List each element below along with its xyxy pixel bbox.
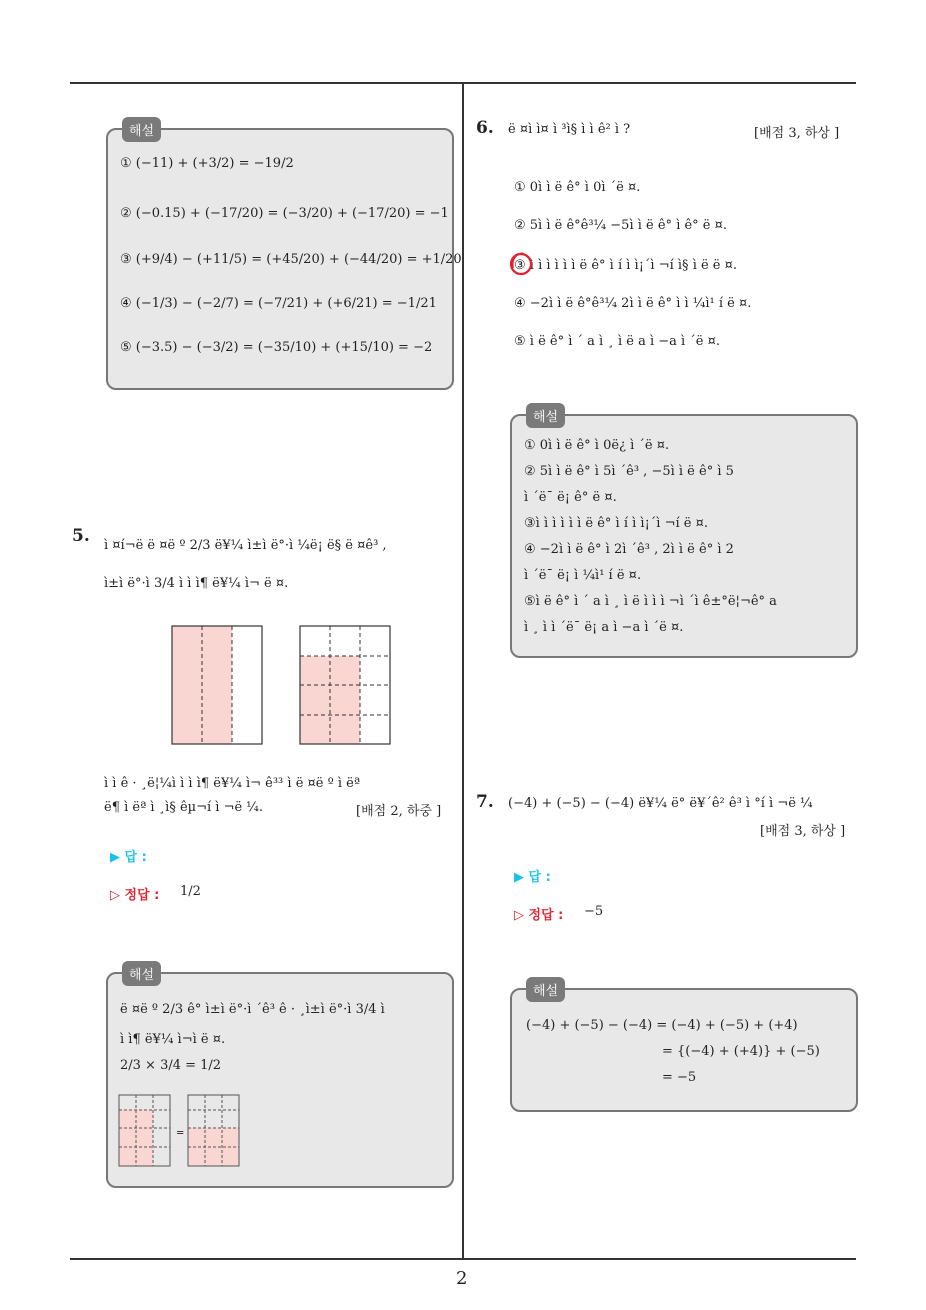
solution-line: = {(−4) + (+4)} + (−5) xyxy=(662,1044,820,1059)
solution-line: ì ´ë¯ ë¡ ì ¼ì¹ í ë ¤. xyxy=(524,568,642,583)
solution-line: ⑤ì ë ê° ì ´ a ì ¸ ì ë ì ì ì ¬ì ´ì ê±°ë¦¬ê° a xyxy=(524,594,777,609)
solution-box-6 xyxy=(510,410,858,658)
column-divider xyxy=(462,82,464,1260)
answer-input-label: ▶ 답 : xyxy=(514,870,551,885)
solution-line: (−4) + (−5) − (−4) = (−4) + (−5) + (+4) xyxy=(526,1018,798,1033)
correct-answer-label: ▷ 정답 : xyxy=(514,908,564,923)
question-7-text: (−4) + (−5) − (−4) ë¥¼ ë° ë¥´ê² ê³ ì °í ì ¬ë ¼ xyxy=(508,796,813,811)
solution-line: ì ¸ ì ì ´ë¯ ë¡ a ì −a ì ´ë ¤. xyxy=(524,620,684,635)
solution-line: ① (−11) + (+3/2) = −19/2 xyxy=(120,156,294,171)
option-4: ④ −2ì ì ë ê°ê³¼ 2ì ì ë ê° ì ì ¼ì¹ í ë ¤. xyxy=(514,296,752,311)
solution-line: ④ −2ì ì ë ê° ì 2ì ´ê³ , 2ì ì ë ê° ì 2 xyxy=(524,542,734,557)
question-5-number: 5. xyxy=(72,526,90,546)
solution-tag: 해설 xyxy=(526,977,565,1002)
bottom-rule xyxy=(70,1258,856,1260)
question-5-text: ë¶ ì ëª ì ¸ì§ êµ¬í ì ¬ë ¼. xyxy=(104,800,264,815)
solution-line: ⑤ (−3.5) − (−3/2) = (−35/10) + (+15/10) = −2 xyxy=(120,340,433,355)
question-5-text: ì±ì ë°·ì 3/4 ì ì ì¶ ë¥¼ ì¬ ë ¤. xyxy=(104,576,289,591)
solution-tag: 해설 xyxy=(122,961,161,986)
question-5-text: ì ¤í¬ë ë ¤ë º 2/3 ë¥¼ ì±ì ë°·ì ¼ë¡ ë§ ë ¤ê³ , xyxy=(104,538,387,553)
solution-line: ① 0ì ì ë ê° ì 0ë¿ ì ´ë ¤. xyxy=(524,438,670,453)
solution-line: ③ (+9/4) − (+11/5) = (+45/20) + (−44/20) = +1/20 xyxy=(120,252,462,267)
question-6-score: [배점 3, 하상 ] xyxy=(754,126,840,141)
answer-circle-mark xyxy=(508,250,536,278)
solution-line: ② (−0.15) + (−17/20) = (−3/20) + (−17/20) = −1 xyxy=(120,206,449,221)
solution-line: ② 5ì ì ë ê° ì 5ì ´ê³ , −5ì ì ë ê° ì 5 xyxy=(524,464,734,479)
solution-line: 2/3 × 3/4 = 1/2 xyxy=(120,1058,222,1073)
equals-sign: = xyxy=(176,1128,185,1139)
correct-answer-label: ▷ 정답 : xyxy=(110,888,160,903)
solution-line: ì ì¶ ë¥¼ ì¬ì ë ¤. xyxy=(120,1032,226,1047)
solution-line: = −5 xyxy=(662,1070,697,1085)
question-6-text: ë ¤ì ì¤ ì ³ì§ ì ì ê² ì ? xyxy=(508,122,631,137)
option-2: ② 5ì ì ë ê°ê³¼ −5ì ì ë ê° ì ê° ë ¤. xyxy=(514,218,728,233)
solution-box-5 xyxy=(106,968,454,1188)
solution-5-figure xyxy=(118,1094,248,1168)
solution-line: ì ´ë¯ ë¡ ê° ë ¤. xyxy=(524,490,617,505)
option-5: ⑤ ì ë ê° ì ´ a ì ¸ ì ë a ì −a ì ´ë ¤. xyxy=(514,334,721,349)
page-number: 2 xyxy=(456,1268,468,1289)
correct-answer-value: −5 xyxy=(584,904,604,919)
question-7-score: [배점 3, 하상 ] xyxy=(760,824,846,839)
question-5-figure xyxy=(170,624,410,754)
solution-tag: 해설 xyxy=(526,403,565,428)
solution-box-4 xyxy=(106,124,462,390)
option-1: ① 0ì ì ë ê° ì 0ì ´ë ¤. xyxy=(514,180,641,195)
solution-line: ③ì ì ì ì ì ì ë ê° ì í ì ì¡´ì ¬í ë ¤. xyxy=(524,516,708,531)
answer-input-label: ▶ 답 : xyxy=(110,850,147,865)
option-3: ③ ì ì ì ì ì ì ë ê° ì í ì ì¡´ì ¬í ì§ ì ë ë ¤. xyxy=(514,258,738,273)
question-6-number: 6. xyxy=(476,118,494,138)
solution-line: ④ (−1/3) − (−2/7) = (−7/21) + (+6/21) = −1/21 xyxy=(120,296,437,311)
question-5-text: ì ì ê · ¸ë¦¼ì ì ì ì¶ ë¥¼ ì¬ ê³³ ì ë ¤ë º ì ëª xyxy=(104,776,361,791)
correct-answer-value: 1/2 xyxy=(180,884,201,899)
solution-tag: 해설 xyxy=(122,117,161,142)
solution-line: ë ¤ë º 2/3 ê° ì±ì ë°·ì ´ê³ ê · ¸ì±ì ë°·ì 3/4 ì xyxy=(120,1002,385,1017)
solution-box-7 xyxy=(510,984,858,1112)
question-7-number: 7. xyxy=(476,792,494,812)
question-5-score: [배점 2, 하중 ] xyxy=(356,804,442,819)
